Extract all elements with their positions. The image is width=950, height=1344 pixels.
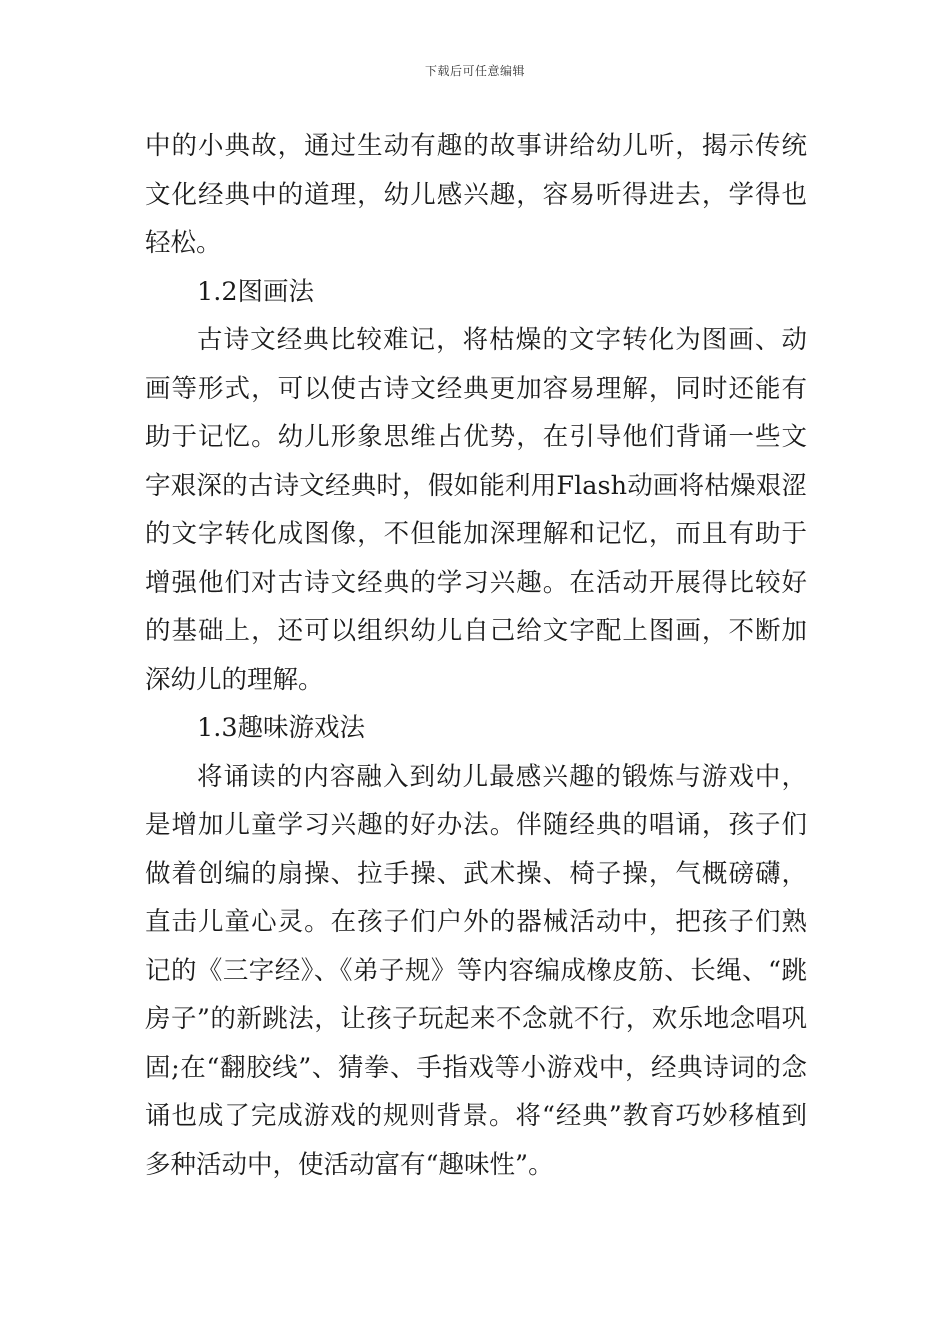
paragraph-game-method: 将诵读的内容融入到幼儿最感兴趣的锻炼与游戏中，是增加儿童学习兴趣的好办法。伴随经典的唱诵，孩子们做着创编的扇操、拉手操、武术操、椅子操，气概磅礴，直击儿童心灵。在孩子们户外的器械活动中，把孩子们熟记的《三字经》、《弟子规》等内容编成橡皮筋、长绳、“跳房子”的新跳法，让孩子玩起来不念就不行，欢乐地念唱巩固;在“翻胶线”、猜拳、手指戏等小游戏中，经典诗词的念诵也成了完成游戏的规则背景。将“经典”教育巧妙移植到多种活动中，使活动富有“趣味性”。	[145, 761, 807, 1180]
section-heading-1-3: 1.3趣味游戏法	[197, 713, 366, 743]
page-header: 下载后可任意编辑	[424, 64, 525, 78]
document-body	[145, 122, 807, 1189]
section-heading-1-2: 1.2图画法	[197, 276, 315, 307]
paragraph-continuation: 中的小典故，通过生动有趣的故事讲给幼儿听，揭示传统文化经典中的道理，幼儿感兴趣，容易听得进去，学得也轻松。	[145, 131, 807, 258]
paragraph-picture-method: 古诗文经典比较难记，将枯燥的文字转化为图画、动画等形式，可以使古诗文经典更加容易理解，同时还能有助于记忆。幼儿形象思维占优势，在引导他们背诵一些文字艰深的古诗文经典时，假如能利用Flash动画将枯燥艰涩的文字转化成图像，不但能加深理解和记忆，而且有助于增强他们对古诗文经典的学习兴趣。在活动开展得比较好的基础上，还可以组织幼儿自己给文字配上图画，不断加深幼儿的理解。	[145, 325, 807, 695]
